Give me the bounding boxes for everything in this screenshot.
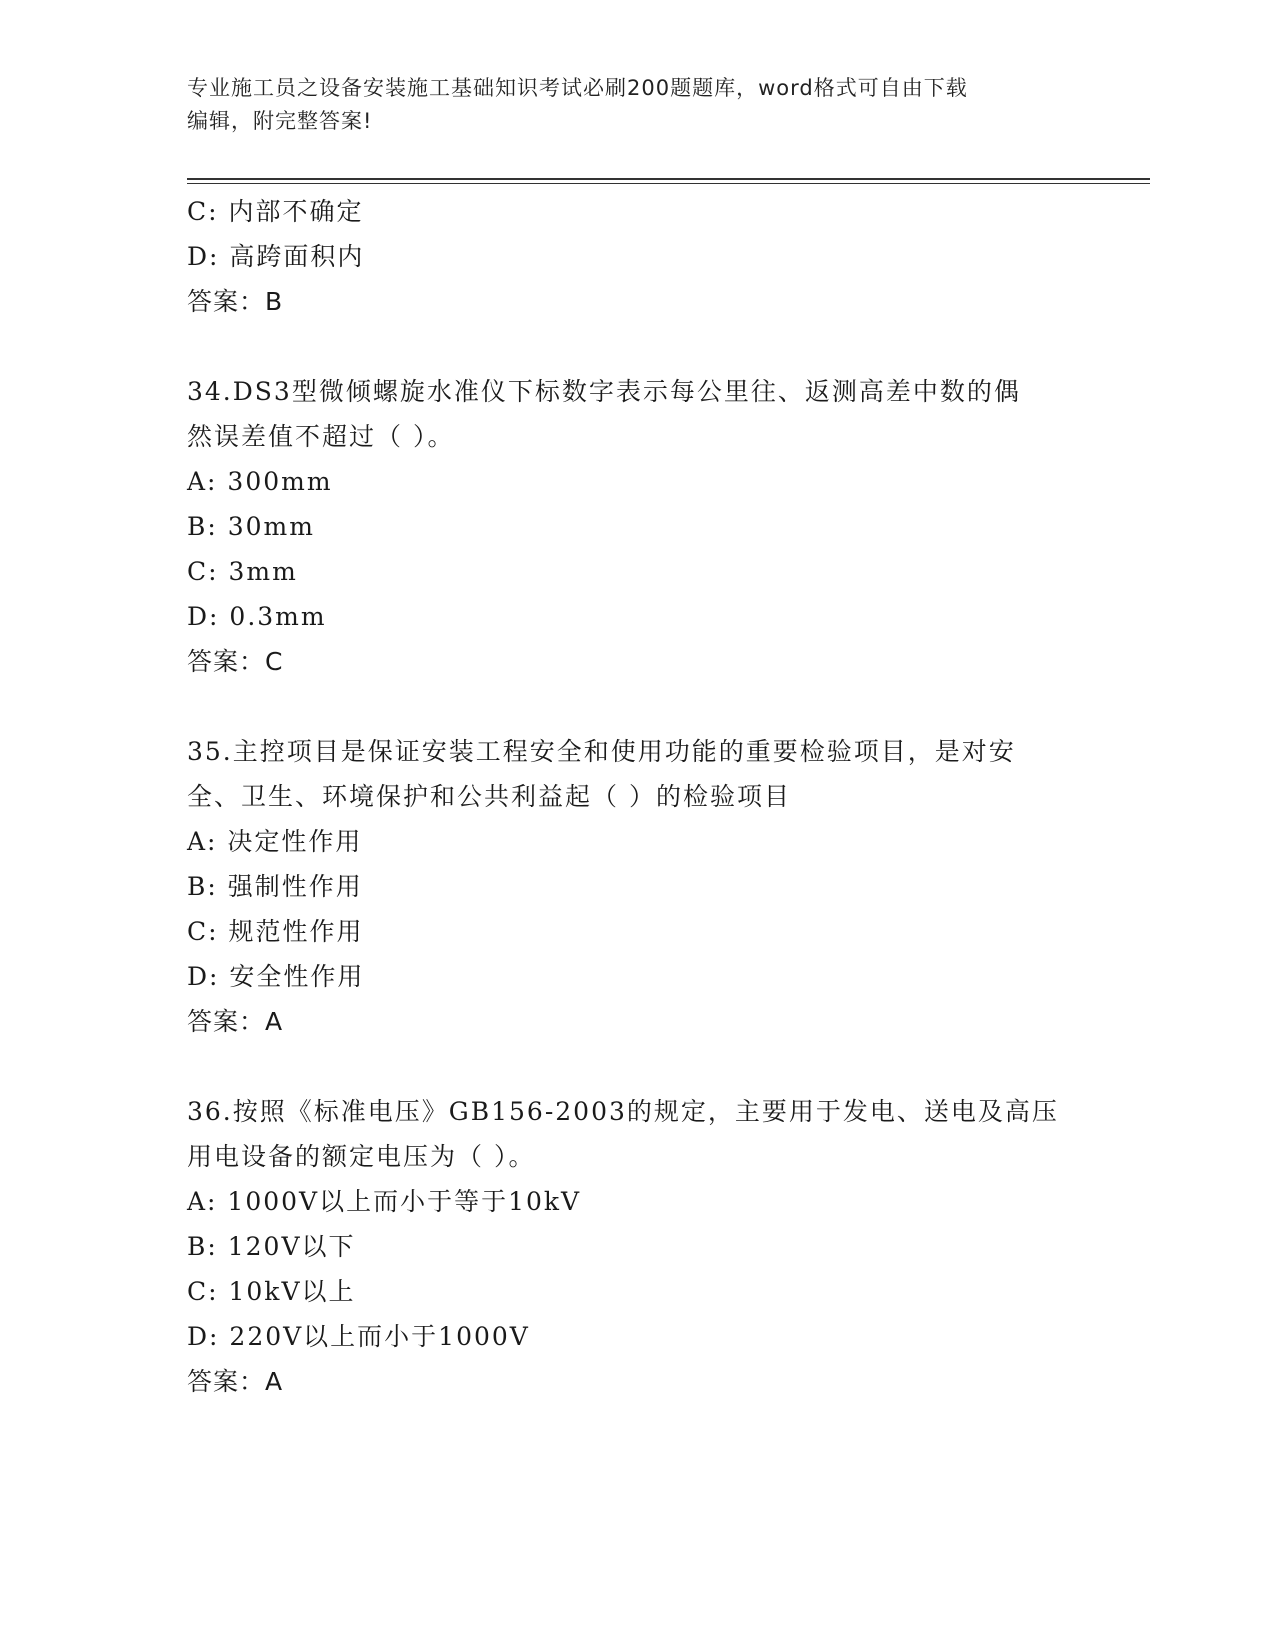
question-35 xyxy=(187,729,1087,1045)
question-stem-line: 然误差值不超过（ ）。 xyxy=(187,422,455,451)
answer-line: 答案：A xyxy=(187,1367,284,1396)
option-d: D: 安全性作用 xyxy=(187,962,365,991)
option-c: C: 10kV以上 xyxy=(187,1277,356,1306)
option-a: A: 1000V以上而小于等于10kV xyxy=(187,1187,582,1216)
option-c: C: 内部不确定 xyxy=(187,197,364,226)
option-a: A: 决定性作用 xyxy=(187,827,363,856)
option-b: B: 30mm xyxy=(187,512,315,541)
page-header xyxy=(187,72,1067,138)
option-d: D: 220V以上而小于1000V xyxy=(187,1322,530,1351)
question-stem-line: 35.主控项目是保证安装工程安全和使用功能的重要检验项目，是对安 xyxy=(187,737,1016,766)
header-title-line-2: 编辑，附完整答案! xyxy=(187,109,373,133)
question-stem-line: 34.DS3型微倾螺旋水准仪下标数字表示每公里往、返测高差中数的偶 xyxy=(187,377,1021,406)
option-c: C: 规范性作用 xyxy=(187,917,364,946)
option-b: B: 强制性作用 xyxy=(187,872,363,901)
answer-line: 答案：B xyxy=(187,287,284,316)
option-c: C: 3mm xyxy=(187,557,298,586)
option-d: D: 高跨面积内 xyxy=(187,242,365,271)
question-33-tail xyxy=(187,189,1087,325)
question-list xyxy=(187,189,1087,1405)
option-d: D: 0.3mm xyxy=(187,602,327,631)
answer-line: 答案：A xyxy=(187,1007,284,1036)
option-b: B: 120V以下 xyxy=(187,1232,356,1261)
answer-line: 答案：C xyxy=(187,647,284,676)
question-stem-line: 全、卫生、环境保护和公共利益起（ ）的检验项目 xyxy=(187,782,791,811)
header-divider xyxy=(187,178,1150,180)
question-stem-line: 36.按照《标准电压》GB156-2003的规定，主要用于发电、送电及高压 xyxy=(187,1097,1059,1126)
question-34 xyxy=(187,369,1087,685)
header-title-line-1: 专业施工员之设备安装施工基础知识考试必刷200题题库，word格式可自由下载 xyxy=(187,76,968,100)
question-36 xyxy=(187,1089,1087,1405)
question-stem-line: 用电设备的额定电压为（ ）。 xyxy=(187,1142,536,1171)
option-a: A: 300mm xyxy=(187,467,333,496)
header-divider-thin xyxy=(187,183,1150,184)
